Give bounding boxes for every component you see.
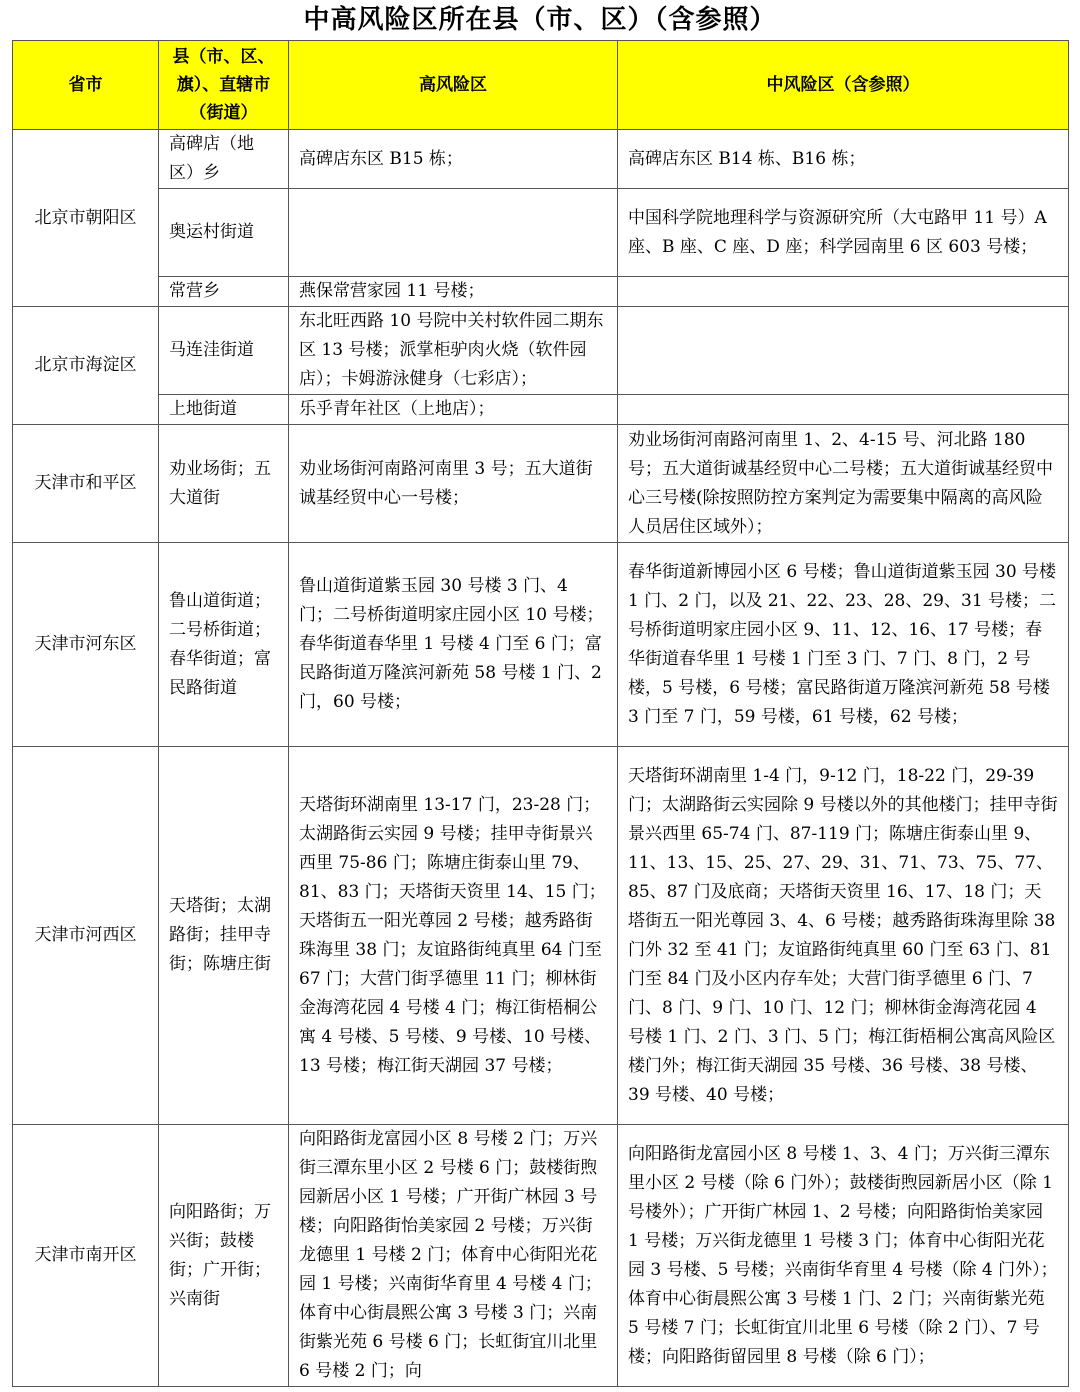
- high-risk-cell: 乐乎青年社区（上地店）；: [289, 395, 618, 425]
- medium-risk-cell: [618, 395, 1069, 425]
- header-high-risk: 高风险区: [289, 41, 618, 130]
- table-header-row: [13, 41, 1069, 130]
- medium-risk-cell: [618, 277, 1069, 307]
- province-cell: 北京市海淀区: [13, 307, 159, 425]
- county-cell: 马连洼街道: [159, 307, 289, 395]
- medium-risk-cell: 劝业场街河南路河南里 1、2、4-15 号、河北路 180 号；五大道街诚基经贸中心二号楼；五大道街诚基经贸中心三号楼(除按照防控方案判定为需要集中隔离的高风险人员居住区域外）；: [618, 425, 1069, 543]
- high-risk-cell: 向阳路街龙富园小区 8 号楼 2 门；万兴街三潭东里小区 2 号楼 6 门；鼓楼街煦园新居小区 1 号楼；广开街广林园 3 号楼；向阳路街怡美家园 2 号楼；万兴街龙德里 1 号楼 2 门；体育中心街阳光花园 1 号楼；兴南街华育里 4 号楼 4 门；体育中心街晨熙公寓 3 号楼 3 门；兴南街紫光苑 6 号楼 6 门；长虹街宜川北里 6 号楼 2 门；向: [289, 1125, 618, 1387]
- table-row: [13, 189, 1069, 277]
- header-province: 省市: [13, 41, 159, 130]
- high-risk-cell: 天塔街环湖南里 13-17 门，23-28 门；太湖路街云实园 9 号楼；挂甲寺街景兴西里 75-86 门；陈塘庄街泰山里 79、81、83 门；天塔街天资里 14、15 门；天塔街五一阳光尊园 2 号楼；越秀路街珠海里 38 门；友谊路街纯真里 64 门至 67 门；大营门街孚德里 11 门；柳林街金海湾花园 4 号楼 4 门；梅江街梧桐公寓 4 号楼、5 号楼、9 号楼、10 号楼、13 号楼；梅江街天湖园 37 号楼；: [289, 747, 618, 1125]
- province-cell: 天津市和平区: [13, 425, 159, 543]
- table-row: [13, 543, 1069, 747]
- high-risk-cell: 燕保常营家园 11 号楼；: [289, 277, 618, 307]
- medium-risk-cell: 中国科学院地理科学与资源研究所（大屯路甲 11 号）A 座、B 座、C 座、D 座；科学园南里 6 区 603 号楼；: [618, 189, 1069, 277]
- table-row: [13, 747, 1069, 1125]
- header-medium-risk: 中风险区（含参照）: [618, 41, 1069, 130]
- table-row: [13, 277, 1069, 307]
- county-cell: 高碑店（地区）乡: [159, 130, 289, 189]
- medium-risk-cell: 天塔街环湖南里 1-4 门，9-12 门，18-22 门，29-39 门；太湖路街云实园除 9 号楼以外的其他楼门；挂甲寺街景兴西里 65-74 门、87-119 门；陈塘庄街泰山里 9、11、13、15、25、27、29、31、71、73、75、77、85、87 门及底商；天塔街天资里 16、17、18 门；天塔街五一阳光尊园 3、4、6 号楼；越秀路街珠海里除 38 门外 32 至 41 门；友谊路街纯真里 60 门至 63 门、81 门至 84 门及小区内存车处；大营门街孚德里 6 门、7 门、8 门、9 门、10 门、12 门；柳林街金海湾花园 4 号楼 1 门、2 门、3 门、5 门；梅江街梧桐公寓高风险区楼门外；梅江街天湖园 35 号楼、36 号楼、38 号楼、39 号楼、40 号楼；: [618, 747, 1069, 1125]
- county-cell: 天塔街；太湖路街；挂甲寺街；陈塘庄街: [159, 747, 289, 1125]
- table-row: [13, 425, 1069, 543]
- high-risk-cell: 劝业场街河南路河南里 3 号；五大道街诚基经贸中心一号楼；: [289, 425, 618, 543]
- medium-risk-cell: [618, 307, 1069, 395]
- table-row: [13, 307, 1069, 395]
- county-cell: 劝业场街；五大道街: [159, 425, 289, 543]
- province-cell: 天津市河东区: [13, 543, 159, 747]
- high-risk-cell: 高碑店东区 B15 栋；: [289, 130, 618, 189]
- table-row: [13, 1125, 1069, 1387]
- province-cell: 天津市河西区: [13, 747, 159, 1125]
- page-title: 中高风险区所在县（市、区）（含参照）: [303, 5, 777, 35]
- high-risk-cell: [289, 189, 618, 277]
- medium-risk-cell: 春华街道新博园小区 6 号楼；鲁山道街道紫玉园 30 号楼 1 门、2 门，以及 21、22、23、28、29、31 号楼；二号桥街道明家庄园小区 9、11、12、16、17 号楼；春华街道春华里 1 号楼 1 门至 3 门、7 门、8 门，2 号楼，5 号楼，6 号楼；富民路街道万隆滨河新苑 58 号楼 3 门至 7 门，59 号楼，61 号楼，62 号楼；: [618, 543, 1069, 747]
- high-risk-cell: 鲁山道街道紫玉园 30 号楼 3 门、4 门；二号桥街道明家庄园小区 10 号楼；春华街道春华里 1 号楼 4 门至 6 门；富民路街道万隆滨河新苑 58 号楼 1 门、2 门，60 号楼；: [289, 543, 618, 747]
- table-row: [13, 130, 1069, 189]
- high-risk-cell: 东北旺西路 10 号院中关村软件园二期东区 13 号楼；派掌柜驴肉火烧（软件园店）；卡姆游泳健身（七彩店）；: [289, 307, 618, 395]
- medium-risk-cell: 向阳路街龙富园小区 8 号楼 1、3、4 门；万兴街三潭东里小区 2 号楼（除 6 门外）；鼓楼街煦园新居小区（除 1 号楼外）；广开街广林园 1、2 号楼；向阳路街怡美家园 1 号楼；万兴街龙德里 1 号楼 3 门；体育中心街阳光花园 3 号楼、5 号楼；兴南街华育里 4 号楼（除 4 门外）；体育中心街晨熙公寓 3 号楼 1 门、2 门；兴南街紫光苑 5 号楼 7 门；长虹街宜川北里 6 号楼（除 2 门）、7 号楼；向阳路街留园里 8 号楼（除 6 门）；: [618, 1125, 1069, 1387]
- county-cell: 上地街道: [159, 395, 289, 425]
- county-cell: 常营乡: [159, 277, 289, 307]
- medium-risk-cell: 高碑店东区 B14 栋、B16 栋；: [618, 130, 1069, 189]
- header-county: 县（市、区、旗）、直辖市（街道）: [159, 41, 289, 130]
- province-cell: 北京市朝阳区: [13, 130, 159, 307]
- county-cell: 奥运村街道: [159, 189, 289, 277]
- table-row: [13, 395, 1069, 425]
- province-cell: 天津市南开区: [13, 1125, 159, 1387]
- county-cell: 鲁山道街道；二号桥街道；春华街道；富民路街道: [159, 543, 289, 747]
- county-cell: 向阳路街；万兴街；鼓楼街；广开街；兴南街: [159, 1125, 289, 1387]
- risk-area-table: [12, 40, 1069, 1387]
